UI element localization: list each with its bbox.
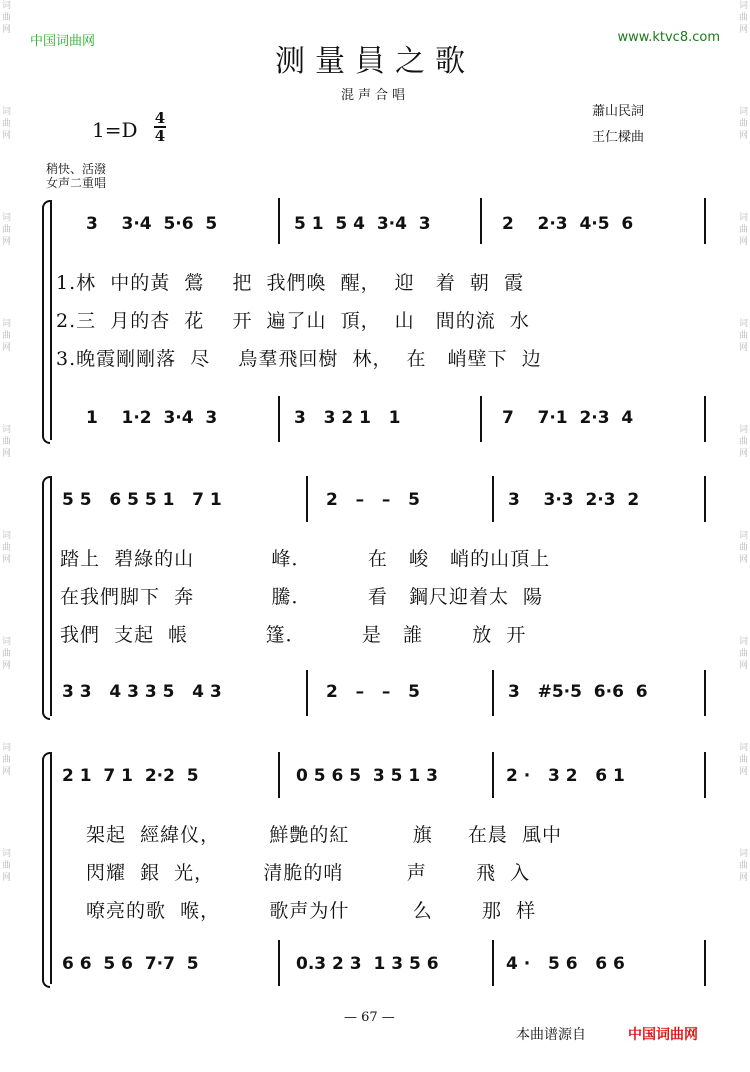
barline (278, 752, 280, 798)
system-start-barline (50, 200, 52, 440)
watermark-text: 词曲网 (738, 743, 748, 777)
barline (492, 940, 494, 986)
watermark-text: 词曲网 (2, 743, 12, 777)
key-signature: 1=D (92, 118, 138, 142)
watermark-text: 词曲网 (2, 1, 12, 35)
watermark-text: 词曲网 (2, 319, 12, 353)
lyric-verse-1: 1.林 中的黃 鶯 把 我們喚 醒， 迎 着 朝 霞 (56, 272, 524, 294)
barline (278, 396, 280, 442)
barline (492, 476, 494, 522)
watermark-text: 词曲网 (2, 849, 12, 883)
site-url-right[interactable]: www.ktvc8.com (617, 30, 720, 45)
watermark-text: 词曲网 (738, 425, 748, 459)
watermark-text: 词曲网 (738, 849, 748, 883)
upper-measure-3: 3 3·3 2·3 2 (508, 490, 640, 510)
watermark-text: 词曲网 (738, 213, 748, 247)
lyric-verse-2: 閃耀 銀 光， 清脆的哨 声 飛 入 (86, 862, 531, 884)
system-start-barline (50, 752, 52, 984)
watermark-text: 词曲网 (2, 531, 12, 565)
watermark-right (732, 0, 748, 1072)
source-label: 本曲谱源自 (516, 1027, 586, 1043)
meter-bottom: 4 (154, 127, 166, 145)
system-brace (42, 200, 50, 444)
lower-measure-2: 0.3 2 3 1 3 5 6 (296, 954, 439, 974)
barline (306, 476, 308, 522)
watermark-text: 词曲网 (738, 637, 748, 671)
upper-measure-3: 2 · 3 2 6 1 (506, 766, 625, 786)
watermark-text: 词曲网 (738, 531, 748, 565)
upper-measure-1: 2 1 7 1 2·2 5 (62, 766, 199, 786)
watermark-text: 词曲网 (2, 107, 12, 141)
lyricist-credit: 蕭山民詞 (592, 104, 645, 119)
lower-measure-1: 6 6 5 6 7·7 5 (62, 954, 199, 974)
upper-measure-2: 5 1 5 4 3·4 3 (294, 214, 431, 234)
lower-measure-3: 4 · 5 6 6 6 (506, 954, 625, 974)
source-site-link[interactable]: 中国词曲网 (628, 1027, 698, 1043)
barline (278, 198, 280, 244)
watermark-text: 词曲网 (738, 1, 748, 35)
barline (278, 940, 280, 986)
lyric-verse-3: 3.晚霞剛剛落 尽 鳥羣飛回樹 林， 在 峭壁下 边 (56, 348, 542, 370)
lower-measure-3: 3 #5·5 6·6 6 (508, 682, 648, 702)
site-name-left[interactable]: 中国词曲网 (30, 34, 96, 49)
watermark-text: 词曲网 (2, 425, 12, 459)
lower-measure-2: 3 3 2 1 1 (294, 408, 401, 428)
voice-text: 女声二重唱 (46, 176, 107, 190)
watermark-left (2, 0, 18, 1072)
watermark-text: 词曲网 (738, 319, 748, 353)
lyric-verse-1: 踏上 碧綠的山 峰． 在 峻 峭的山頂上 (60, 548, 551, 570)
tempo-marking (46, 162, 106, 190)
upper-measure-2: 2 – – 5 (326, 490, 420, 510)
upper-measure-1: 5 5 6 5 5 1 7 1 (62, 490, 222, 510)
upper-measure-2: 0 5 6 5 3 5 1 3 (296, 766, 438, 786)
meter-top: 4 (154, 109, 166, 127)
barline (704, 198, 706, 244)
watermark-text: 词曲网 (2, 637, 12, 671)
lower-measure-1: 3 3 4 3 3 5 4 3 (62, 682, 222, 702)
barline (306, 670, 308, 716)
composer-credit: 王仁樑曲 (592, 130, 645, 145)
song-title: 测量員之歌 (275, 44, 475, 79)
barline (480, 396, 482, 442)
lower-measure-1: 1 1·2 3·4 3 (86, 408, 218, 428)
barline (704, 396, 706, 442)
lyric-verse-3: 嘹亮的歌 喉， 歌声为什 么 那 样 (86, 900, 537, 922)
barline (704, 476, 706, 522)
barline (492, 752, 494, 798)
lyric-verse-1: 架起 經緯仪， 鮮艶的紅 旗 在晨 風中 (86, 824, 562, 846)
lower-measure-3: 7 7·1 2·3 4 (502, 408, 634, 428)
page-number: — 67 — (344, 1010, 395, 1025)
lyric-verse-2: 2.三 月的杏 花 开 遍了山 頂， 山 間的流 水 (56, 310, 530, 332)
upper-measure-3: 2 2·3 4·5 6 (502, 214, 634, 234)
lower-measure-2: 2 – – 5 (326, 682, 420, 702)
barline (704, 940, 706, 986)
system-start-barline (50, 476, 52, 716)
watermark-text: 词曲网 (2, 213, 12, 247)
song-subtitle: 混声合唱 (340, 88, 409, 103)
tempo-text: 稍快、活潑 (46, 162, 107, 176)
lyric-verse-2: 在我們脚下 奔 騰． 看 鋼尺迎着太 陽 (60, 586, 544, 608)
system-brace (42, 476, 50, 720)
barline (704, 670, 706, 716)
system-brace (42, 752, 50, 988)
watermark-text: 词曲网 (738, 107, 748, 141)
barline (492, 670, 494, 716)
barline (480, 198, 482, 244)
lyric-verse-3: 我們 支起 帳 篷． 是 誰 放 开 (60, 624, 527, 646)
upper-measure-1: 3 3·4 5·6 5 (86, 214, 218, 234)
barline (704, 752, 706, 798)
time-signature (154, 110, 166, 144)
